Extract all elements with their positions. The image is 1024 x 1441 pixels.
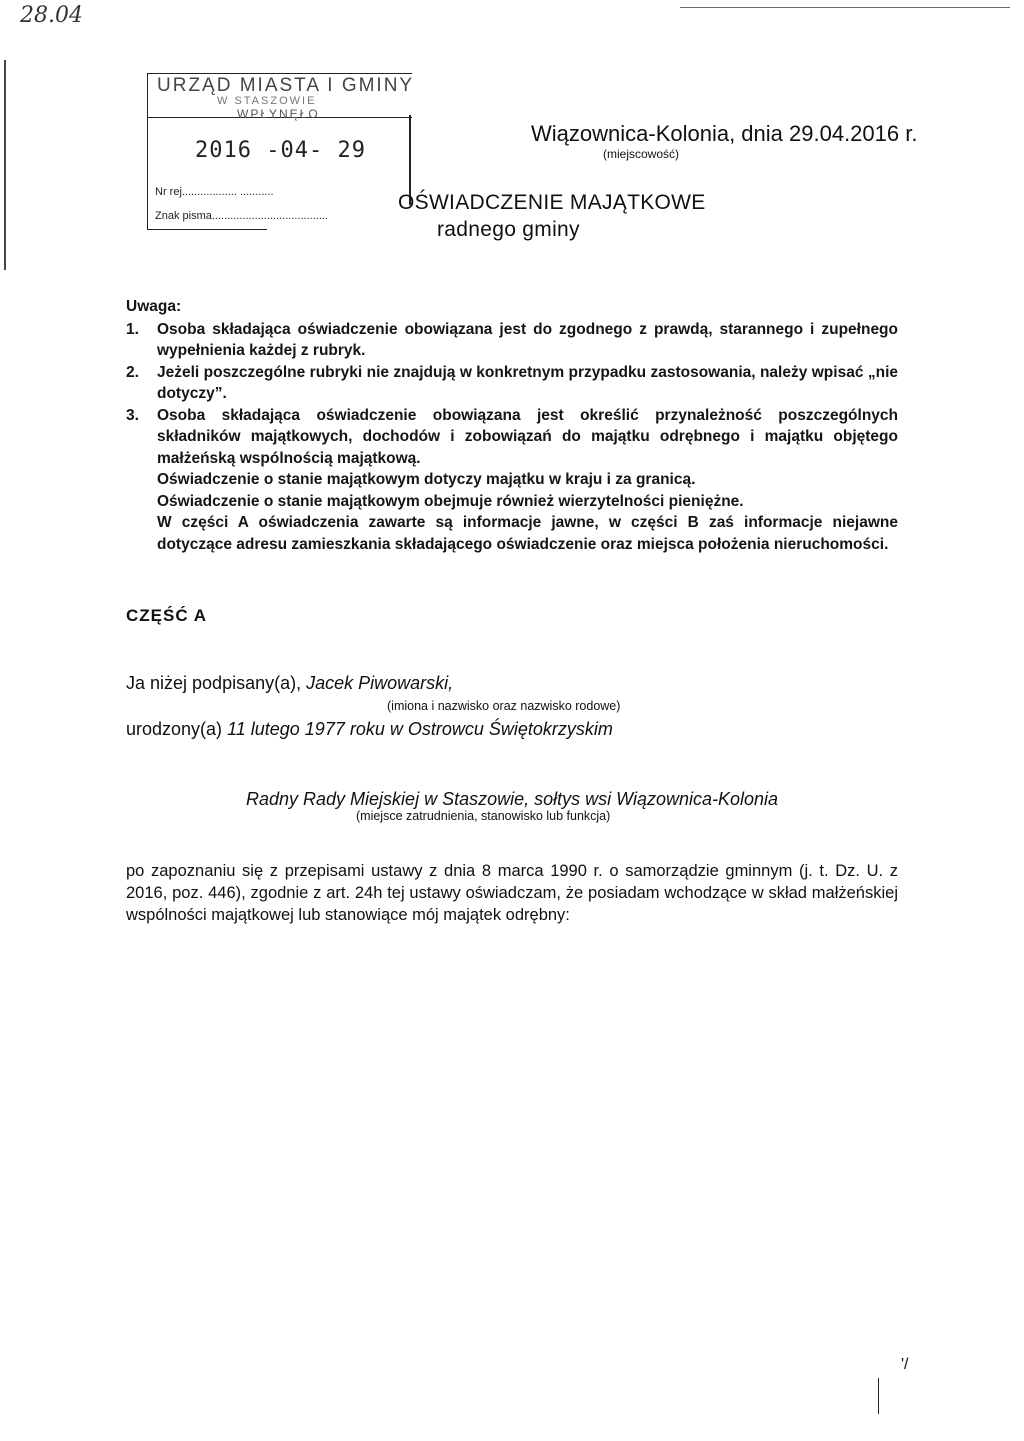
place-caption: (miejscowość): [603, 147, 680, 161]
top-edge-line: [680, 7, 1010, 8]
note-paragraph: Oświadczenie o stanie majątkowym dotyczy majątku w kraju i za granicą.: [157, 471, 696, 488]
stamp-office-city: W STASZOWIE: [217, 95, 317, 107]
notes-heading: Uwaga:: [126, 298, 182, 315]
note-text: Jeżeli poszczególne rubryki nie znajdują w konkretnym przypadku zastosowania, należy wpisać „nie dotyczy”.: [157, 363, 898, 402]
document-title: OŚWIADCZENIE MAJĄTKOWE: [398, 191, 706, 214]
note-paragraph: W części A oświadczenia zawarte są informacje jawne, w części B zaś informacje niejawne dotyczące adresu zamieszkania składającego oświadczenie oraz miejsca położenia nieruchomości.: [157, 514, 898, 553]
stamp-received-label: WPŁYNĘŁO: [237, 107, 320, 121]
handwritten-reference: 28.04: [20, 3, 83, 28]
stamp-document-reference: Znak pisma......................................: [155, 210, 328, 222]
name-caption: (imiona i nazwisko oraz nazwisko rodowe): [387, 699, 621, 713]
declaration-paragraph: po zapoznaniu się z przepisami ustawy z dnia 8 marca 1990 r. o samorządzie gminnym (j. t. Dz. U. z 2016, poz. 446), zgodnie z art. 24h tej ustawy oświadczam, że posiadam wchodzące w skład małżeńskiej wspólności majątkowej lub stanowiące mój majątek odrębny:: [126, 862, 898, 924]
registration-stamp: [147, 73, 415, 229]
stamp-received-date: 2016 -04- 29: [195, 138, 366, 163]
birth-details: 11 lutego 1977 roku w Ostrowcu Świętokrzyskim: [227, 719, 613, 739]
birth-prefix: urodzony(a): [126, 719, 228, 739]
document-subtitle: radnego gminy: [437, 218, 580, 241]
position-caption: (miejsce zatrudnienia, stanowisko lub funkcja): [356, 809, 611, 823]
note-number: 2.: [126, 363, 139, 381]
margin-bar: [878, 1378, 879, 1414]
margin-mark: '/: [901, 1356, 909, 1373]
position-line: Radny Rady Miejskiej w Staszowie, sołtys wsi Wiązownica-Kolonia: [246, 789, 779, 809]
note-item: [126, 405, 898, 470]
place-and-date: Wiązownica-Kolonia, dnia 29.04.2016 r.: [531, 121, 918, 146]
note-number: 3.: [126, 406, 139, 424]
declarant-name-line: [126, 673, 453, 694]
note-item: [126, 362, 898, 405]
birth-line: [126, 719, 613, 740]
stamp-border-left: [147, 73, 148, 229]
stamp-office-name: URZĄD MIASTA I GMINY: [157, 75, 415, 96]
note-text: Osoba składająca oświadczenie obowiązana jest określić przynależność poszczególnych składników majątkowych, dochodów i zobowiązań do majątku odrębnego i majątku objętego małżeńską wspólnością majątkową.: [157, 406, 898, 467]
left-edge-mark: [4, 60, 6, 270]
stamp-border-bottom: [147, 229, 267, 230]
note-item: [126, 319, 898, 362]
stamp-registry-number: Nr rej.................. ...........: [155, 186, 274, 198]
stamp-border-top: [147, 73, 412, 74]
note-number: 1.: [126, 320, 139, 338]
section-a-heading: CZĘŚĆ A: [126, 606, 207, 625]
note-paragraph: Oświadczenie o stanie majątkowym obejmuje również wierzytelności pieniężne.: [157, 492, 744, 510]
note-text: Osoba składająca oświadczenie obowiązana jest do zgodnego z prawdą, starannego i zupełnego wypełnienia każdej z rubryk.: [157, 320, 898, 359]
name-prefix: Ja niżej podpisany(a),: [126, 673, 307, 693]
declarant-name: Jacek Piwowarski,: [306, 673, 454, 693]
notes-section: [126, 296, 898, 555]
